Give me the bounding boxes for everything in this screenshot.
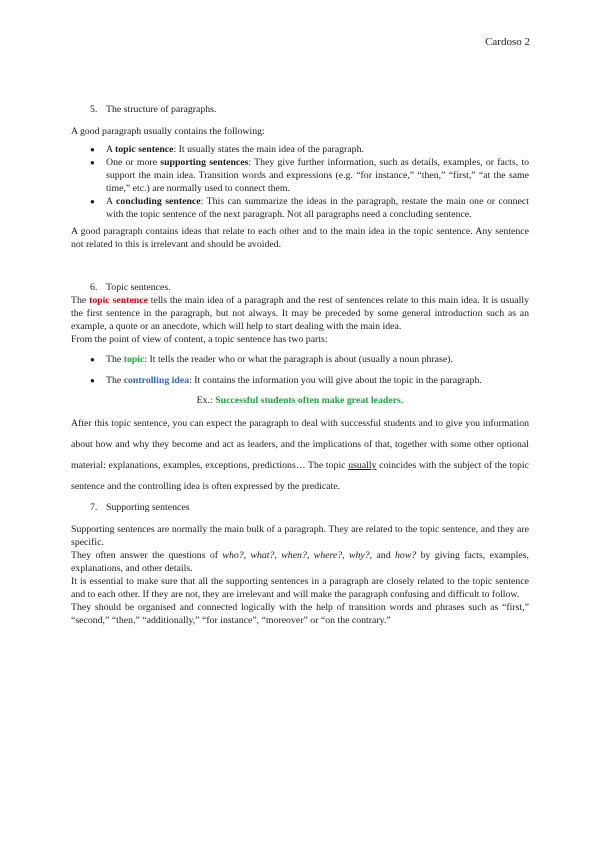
section-7-paragraph-3: It is essential to make sure that all the supporting sentences in a paragraph are closely related to the topic sentence and to each other. If they are not, they are irrelevant and will make the paragraph confusing and difficult to follow. bbox=[71, 576, 529, 600]
section-7-heading bbox=[71, 501, 529, 514]
section-5-number: 5. bbox=[90, 104, 98, 115]
bullet-icon: ● bbox=[90, 145, 95, 154]
section-7-paragraph-4: They should be organised and connected logically with the help of transition words and phrases such as “first,” “second,” “then,” “additionally,” “for instance”, “moreover” or “on the contrary.” bbox=[71, 602, 529, 626]
section-5-title: The structure of paragraphs. bbox=[106, 104, 217, 115]
list-item: ● A concluding sentence: This can summarize the ideas in the paragraph, restate the main one or connect with the topic sentence of the next paragraph. Not all paragraphs need a concluding sentence. bbox=[90, 196, 529, 220]
example-topic: Successful students bbox=[215, 395, 296, 406]
section-6-title: Topic sentences. bbox=[106, 282, 171, 293]
list-item: ● A topic sentence: It usually states the main idea of the paragraph. bbox=[90, 144, 364, 155]
section-7-number: 7. bbox=[90, 502, 98, 513]
section-5-closing: A good paragraph contains ideas that relate to each other and to the main idea in the topic sentence. Any sentence not related to this is irrelevant and should be avoided. bbox=[71, 226, 529, 250]
question-words: who?, what?, when?, where?, why?, bbox=[222, 550, 373, 561]
section-5-heading bbox=[71, 103, 529, 116]
page-header: Cardoso 2 bbox=[485, 36, 530, 48]
topic-term: topic bbox=[123, 354, 145, 365]
section-5-intro: A good paragraph usually contains the following: bbox=[71, 126, 265, 137]
list-item: ● The topic: It tells the reader who or what the paragraph is about (usually a noun phrase). bbox=[71, 349, 529, 370]
question-how: how? bbox=[395, 550, 417, 561]
underlined-word: usually bbox=[348, 460, 377, 471]
document-body bbox=[71, 103, 529, 627]
section-6-paragraph-2: From the point of view of content, a topic sentence has two parts: bbox=[71, 334, 328, 345]
bullet-icon: ● bbox=[90, 158, 95, 167]
term: supporting sentences bbox=[160, 157, 249, 168]
list-item: ● The controlling idea: It contains the information you will give about the topic in the paragraph. bbox=[71, 370, 529, 391]
term: concluding sentence bbox=[116, 196, 201, 207]
bullet-icon: ● bbox=[90, 355, 95, 364]
section-5-bullet-list bbox=[71, 143, 529, 221]
example-controlling-idea: often make great leaders bbox=[295, 395, 401, 406]
section-7-title: Supporting sentences bbox=[106, 502, 190, 513]
section-7-paragraph-1: Supporting sentences are normally the main bulk of a paragraph. They are related to the topic sentence, and they are specific. bbox=[71, 524, 529, 548]
topic-sentence-example: Ex.: Successful students often make great leaders. bbox=[196, 395, 404, 406]
term: topic sentence bbox=[114, 144, 174, 155]
topic-sentence-term: topic sentence bbox=[89, 295, 148, 306]
section-7-paragraph-2: They often answer the questions of who?, what?, when?, where?, why?, and how? by giving facts, examples, explanations, and other details. bbox=[71, 550, 529, 574]
section-6-heading bbox=[71, 281, 529, 294]
controlling-idea-term: controlling idea bbox=[123, 375, 190, 386]
bullet-icon: ● bbox=[90, 376, 95, 385]
list-item: ● One or more supporting sentences: They give further information, such as details, examples, or facts, to support the main idea. Transition words and expressions (e.g. “for instance,” “then,” “first,” “at the same time,” etc.) are normally used to connect them. bbox=[90, 157, 529, 194]
section-6-paragraph-1: The topic sentence tells the main idea of a paragraph and the rest of sentences relate to this main idea. It is usually the first sentence in the paragraph, but not always. It may be preceded by some general introduction such as an example, a quote or an anecdote, which will help to start dealing with the main idea. bbox=[71, 295, 529, 332]
section-6-bullet-list bbox=[71, 349, 529, 391]
section-6-number: 6. bbox=[90, 282, 98, 293]
section-6-paragraph-3: After this topic sentence, you can expect the paragraph to deal with successful students and to give you information about how and why they become and act as leaders, and the implications of that, together with some other optional material: explanations, examples, exceptions, predictions… The topic usually coincides with the subject of the topic sentence and the controlling idea is often expressed by the predicate. bbox=[71, 418, 529, 492]
bullet-icon: ● bbox=[90, 197, 95, 206]
